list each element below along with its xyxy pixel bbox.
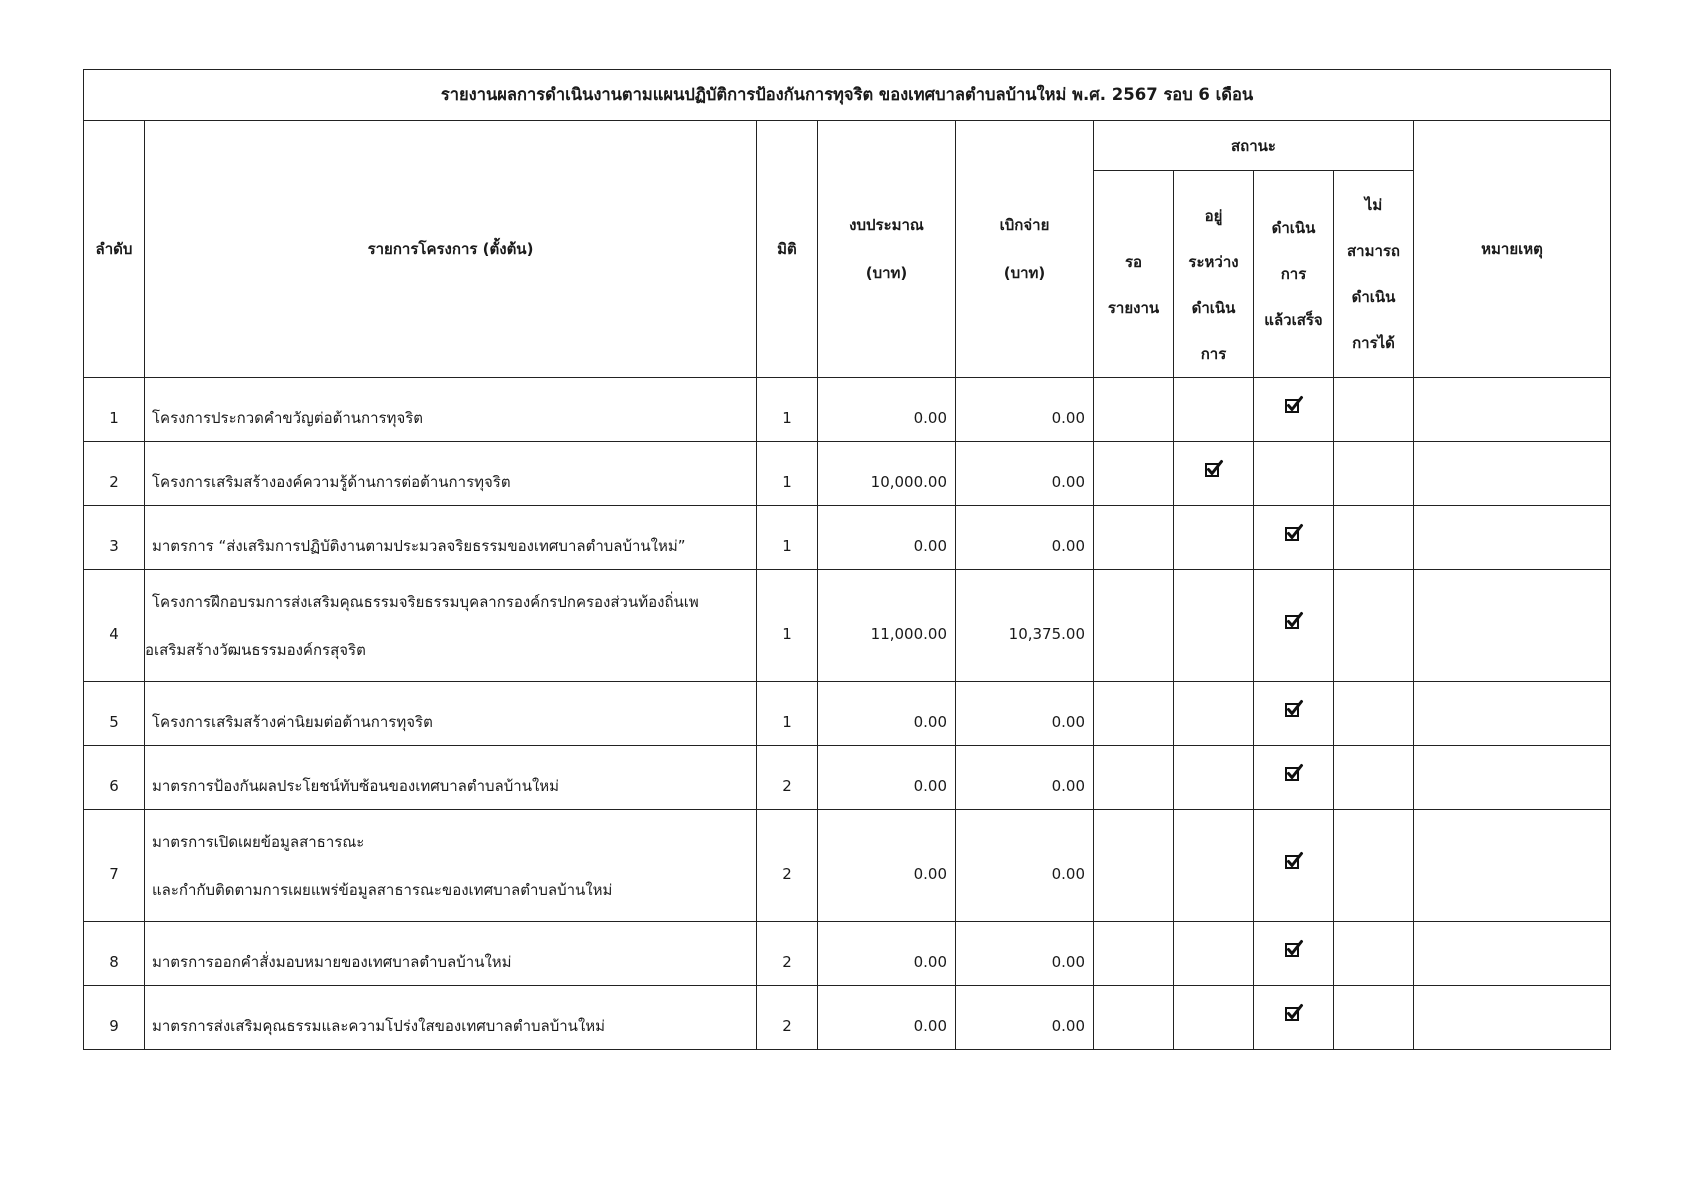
remark-cell [1414, 986, 1611, 1050]
status-in-progress-cell [1174, 442, 1254, 506]
budget-value: 0.00 [913, 712, 947, 731]
header-dimension: มิติ [757, 121, 818, 378]
project-name-line: มาตรการส่งเสริมคุณธรรมและความโปร่งใสของเทศบาลตำบลบ้านใหม่ [152, 1016, 606, 1035]
header-disbursed-line-2: (บาท) [1003, 264, 1046, 282]
row-number-text: 5 [109, 712, 119, 731]
dimension-cell [757, 378, 818, 442]
header-completed-line-2: การ [1280, 265, 1307, 283]
table-body [84, 378, 1611, 1050]
disbursed-value: 10,375.00 [1008, 624, 1085, 643]
table-row [84, 986, 1611, 1050]
project-name-line: ื่อเสริมสร้างวัฒนธรรมองค์กรสุจริต [145, 640, 366, 659]
table-row [84, 810, 1611, 922]
header-inprogress-line-4: การ [1200, 345, 1227, 363]
status-in-progress-cell [1174, 810, 1254, 922]
table-row [84, 922, 1611, 986]
project-name [145, 682, 757, 746]
budget-cell [818, 986, 956, 1050]
project-name [145, 570, 757, 682]
header-unable-line-1: ไม่ [1364, 196, 1383, 214]
status-unable-cell [1334, 922, 1414, 986]
header-completed-line-3: แล้วเสร็จ [1264, 311, 1323, 329]
project-name [145, 986, 757, 1050]
budget-value: 0.00 [913, 536, 947, 555]
disbursed-cell [956, 682, 1094, 746]
status-in-progress-cell [1174, 922, 1254, 986]
project-name-line: มาตรการออกคำสั่งมอบหมายของเทศบาลตำบลบ้านใหม่ [152, 952, 512, 971]
checked-box-icon [1284, 699, 1304, 719]
dimension-value: 2 [782, 776, 792, 795]
budget-value: 0.00 [913, 408, 947, 427]
header-unable-line-2: สามารถ [1346, 242, 1401, 260]
checked-box-icon [1284, 611, 1304, 631]
project-name-line: มาตรการ “ส่งเสริมการปฏิบัติงานตามประมวลจริยธรรมของเทศบาลตำบลบ้านใหม่” [152, 536, 686, 555]
header-waiting-line-1: รอ [1124, 253, 1143, 271]
checked-box-icon [1284, 851, 1304, 871]
budget-value: 11,000.00 [870, 624, 947, 643]
status-in-progress-cell [1174, 682, 1254, 746]
status-waiting-cell [1094, 746, 1174, 810]
status-in-progress-cell [1174, 506, 1254, 570]
header-remark: หมายเหตุ [1414, 121, 1611, 378]
remark-cell [1414, 922, 1611, 986]
row-number [84, 922, 145, 986]
remark-cell [1414, 746, 1611, 810]
budget-cell [818, 810, 956, 922]
row-number [84, 810, 145, 922]
dimension-cell [757, 570, 818, 682]
disbursed-value: 0.00 [1051, 536, 1085, 555]
project-name [145, 922, 757, 986]
status-waiting-cell [1094, 810, 1174, 922]
dimension-cell [757, 922, 818, 986]
table-row [84, 378, 1611, 442]
disbursed-value: 0.00 [1051, 1016, 1085, 1035]
disbursed-value: 0.00 [1051, 408, 1085, 427]
dimension-value: 1 [782, 624, 792, 643]
status-unable-cell [1334, 506, 1414, 570]
checked-box-icon [1284, 523, 1304, 543]
row-number-text: 7 [109, 864, 119, 883]
status-completed-cell [1254, 570, 1334, 682]
dimension-value: 1 [782, 472, 792, 491]
row-number [84, 570, 145, 682]
status-completed-cell [1254, 986, 1334, 1050]
disbursed-value: 0.00 [1051, 472, 1085, 491]
row-number-text: 6 [109, 776, 119, 795]
disbursed-cell [956, 506, 1094, 570]
status-unable-cell [1334, 746, 1414, 810]
row-number-text: 2 [109, 472, 119, 491]
status-in-progress-cell [1174, 570, 1254, 682]
table-row [84, 682, 1611, 746]
header-unable-line-3: ดำเนิน [1351, 288, 1396, 306]
disbursed-cell [956, 810, 1094, 922]
table-row [84, 442, 1611, 506]
project-name [145, 506, 757, 570]
row-number [84, 506, 145, 570]
project-name-line: โครงการประกวดคำขวัญต่อต้านการทุจริต [152, 408, 424, 427]
header-unable-line-4: การได้ [1352, 334, 1395, 352]
header-disbursed-line-1: เบิกจ่าย [999, 216, 1050, 234]
header-status: สถานะ [1094, 121, 1414, 171]
project-name [145, 442, 757, 506]
status-unable-cell [1334, 378, 1414, 442]
header-completed-line-1: ดำเนิน [1271, 219, 1316, 237]
status-completed-cell [1254, 810, 1334, 922]
row-number [84, 442, 145, 506]
dimension-cell [757, 810, 818, 922]
report-title: รายงานผลการดำเนินงานตามแผนปฏิบัติการป้องกันการทุจริต ของเทศบาลตำบลบ้านใหม่ พ.ศ. 2567 รอบ 6 เดือน [84, 70, 1611, 121]
header-status-completed [1254, 171, 1334, 378]
header-inprogress-line-3: ดำเนิน [1191, 299, 1236, 317]
report-table [83, 69, 1611, 1050]
project-name [145, 746, 757, 810]
disbursed-cell [956, 378, 1094, 442]
status-in-progress-cell [1174, 746, 1254, 810]
status-waiting-cell [1094, 506, 1174, 570]
remark-cell [1414, 682, 1611, 746]
budget-cell [818, 570, 956, 682]
row-number-text: 4 [109, 624, 119, 643]
dimension-value: 2 [782, 1016, 792, 1035]
remark-cell [1414, 442, 1611, 506]
budget-cell [818, 378, 956, 442]
row-number-text: 9 [109, 1016, 119, 1035]
disbursed-value: 0.00 [1051, 712, 1085, 731]
status-waiting-cell [1094, 570, 1174, 682]
disbursed-cell [956, 746, 1094, 810]
checked-box-icon [1284, 939, 1304, 959]
budget-value: 0.00 [913, 776, 947, 795]
remark-cell [1414, 506, 1611, 570]
status-unable-cell [1334, 986, 1414, 1050]
header-project: รายการโครงการ (ตั้งต้น) [145, 121, 757, 378]
status-unable-cell [1334, 442, 1414, 506]
dimension-value: 1 [782, 408, 792, 427]
budget-cell [818, 506, 956, 570]
budget-cell [818, 442, 956, 506]
remark-cell [1414, 378, 1611, 442]
status-in-progress-cell [1174, 986, 1254, 1050]
status-completed-cell [1254, 682, 1334, 746]
remark-cell [1414, 570, 1611, 682]
checked-box-icon [1284, 1003, 1304, 1023]
dimension-cell [757, 746, 818, 810]
project-name-line: โครงการฝึกอบรมการส่งเสริมคุณธรรมจริยธรรมบุคลากรองค์กรปกครองส่วนท้องถิ่นเพ [152, 592, 699, 611]
budget-value: 0.00 [913, 952, 947, 971]
disbursed-value: 0.00 [1051, 864, 1085, 883]
header-status-in-progress [1174, 171, 1254, 378]
status-completed-cell [1254, 922, 1334, 986]
header-disbursed [956, 121, 1094, 378]
header-budget-line-2: (บาท) [865, 264, 908, 282]
status-in-progress-cell [1174, 378, 1254, 442]
project-name [145, 378, 757, 442]
dimension-value: 1 [782, 712, 792, 731]
project-name-line: มาตรการป้องกันผลประโยชน์ทับซ้อนของเทศบาลตำบลบ้านใหม่ [152, 776, 560, 795]
status-completed-cell [1254, 506, 1334, 570]
project-name-line: โครงการเสริมสร้างองค์ความรู้ด้านการต่อต้านการทุจริต [152, 472, 511, 491]
budget-value: 10,000.00 [870, 472, 947, 491]
row-number [84, 986, 145, 1050]
disbursed-cell [956, 986, 1094, 1050]
disbursed-value: 0.00 [1051, 776, 1085, 795]
project-name-line: มาตรการเปิดเผยข้อมูลสาธารณะ [152, 832, 365, 851]
dimension-value: 2 [782, 864, 792, 883]
dimension-cell [757, 442, 818, 506]
project-name-line: โครงการเสริมสร้างค่านิยมต่อต้านการทุจริต [152, 712, 433, 731]
header-budget-line-1: งบประมาณ [849, 216, 924, 234]
project-name-line: และกำกับติดตามการเผยแพร่ข้อมูลสาธารณะของเทศบาลตำบลบ้านใหม่ [152, 880, 613, 899]
remark-cell [1414, 810, 1611, 922]
header-status-unable [1334, 171, 1414, 378]
disbursed-cell [956, 570, 1094, 682]
header-budget [818, 121, 956, 378]
row-number-text: 8 [109, 952, 119, 971]
row-number-text: 3 [109, 536, 119, 555]
status-unable-cell [1334, 810, 1414, 922]
row-number [84, 682, 145, 746]
dimension-cell [757, 506, 818, 570]
status-waiting-cell [1094, 986, 1174, 1050]
status-waiting-cell [1094, 922, 1174, 986]
disbursed-cell [956, 922, 1094, 986]
header-status-waiting [1094, 171, 1174, 378]
header-inprogress-line-1: อยู่ [1204, 207, 1223, 225]
status-waiting-cell [1094, 682, 1174, 746]
status-completed-cell [1254, 746, 1334, 810]
header-inprogress-line-2: ระหว่าง [1188, 253, 1239, 271]
row-number-text: 1 [109, 408, 119, 427]
checked-box-icon [1284, 763, 1304, 783]
table-row [84, 570, 1611, 682]
project-name [145, 810, 757, 922]
checked-box-icon [1204, 459, 1224, 479]
disbursed-cell [956, 442, 1094, 506]
dimension-value: 1 [782, 536, 792, 555]
header-waiting-line-2: รายงาน [1107, 299, 1160, 317]
budget-cell [818, 682, 956, 746]
status-unable-cell [1334, 570, 1414, 682]
table-row [84, 746, 1611, 810]
row-number [84, 746, 145, 810]
header-no: ลำดับ [84, 121, 145, 378]
dimension-cell [757, 682, 818, 746]
budget-value: 0.00 [913, 864, 947, 883]
status-unable-cell [1334, 682, 1414, 746]
dimension-value: 2 [782, 952, 792, 971]
status-completed-cell [1254, 378, 1334, 442]
status-waiting-cell [1094, 442, 1174, 506]
budget-value: 0.00 [913, 1016, 947, 1035]
dimension-cell [757, 986, 818, 1050]
disbursed-value: 0.00 [1051, 952, 1085, 971]
table-row [84, 506, 1611, 570]
status-waiting-cell [1094, 378, 1174, 442]
status-completed-cell [1254, 442, 1334, 506]
budget-cell [818, 922, 956, 986]
row-number [84, 378, 145, 442]
budget-cell [818, 746, 956, 810]
checked-box-icon [1284, 395, 1304, 415]
